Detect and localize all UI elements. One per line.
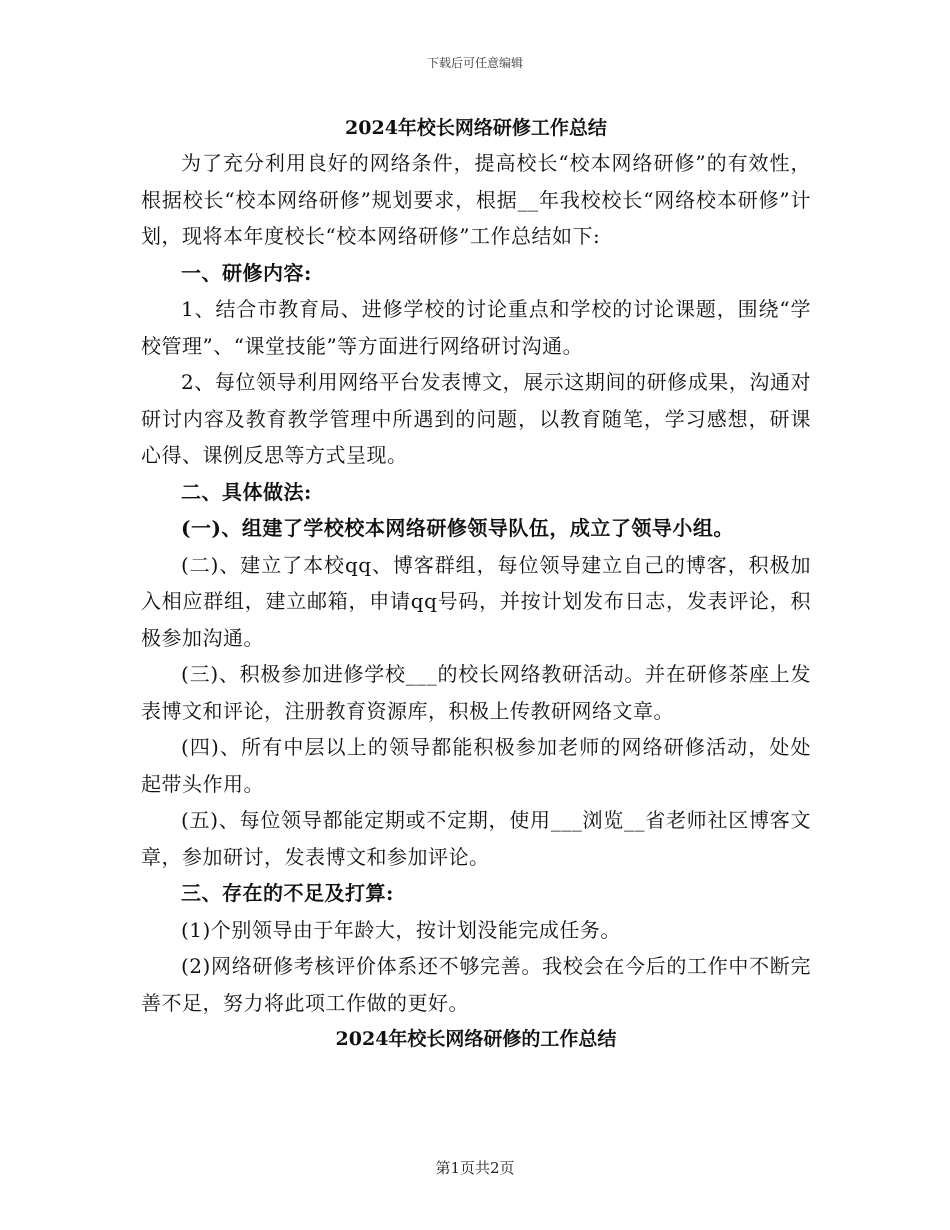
second-document-title: 2024年校长网络研修的工作总结 [335, 1028, 617, 1050]
content-item-1: 1、结合市教育局、进修学校的讨论重点和学校的讨论课题，围绕“学校管理”、“课堂技能”等方面进行网络研讨沟通。 [141, 297, 811, 358]
method-item-3: (三)、积极参加进修学校___的校长网络教研活动。并在研修茶座上发表博文和评论，注册教育资源库，积极上传教研网络文章。 [141, 662, 811, 723]
header-note: 下载后可任意编辑 [426, 56, 523, 70]
intro-paragraph: 为了充分利用良好的网络条件，提高校长“校本网络研修”的有效性，根据校长“校本网络研修”规划要求，根据__年我校校长“网络校本研修”计划，现将本年度校长“校本网络研修”工作总结如下: [141, 151, 811, 248]
page-number: 第1页共2页 [435, 1159, 515, 1177]
section-heading-methods: 二、具体做法: [181, 479, 312, 504]
method-item-2: (二)、建立了本校qq、博客群组，每位领导建立自己的博客，积极加入相应群组，建立邮箱，申请qq号码，并按计划发布日志，发表评论，积极参加沟通。 [141, 552, 811, 650]
shortcoming-item-2: (2)网络研修考核评价体系还不够完善。我校会在今后的工作中不断完善不足，努力将此项工作做的更好。 [141, 954, 811, 1015]
document-body [141, 111, 811, 1057]
section-heading-content: 一、研修内容: [181, 260, 312, 285]
shortcoming-item-1: (1)个别领导由于年龄大，按计划没能完成任务。 [181, 917, 621, 942]
document-title: 2024年校长网络研修工作总结 [345, 117, 607, 139]
method-item-4: (四)、所有中层以上的领导都能积极参加老师的网络研修活动，处处起带头作用。 [141, 735, 811, 796]
method-item-1: (一)、组建了学校校本网络研修领导队伍，成立了领导小组。 [181, 516, 734, 540]
section-heading-shortcomings: 三、存在的不足及打算: [181, 881, 394, 905]
method-item-5: (五)、每位领导都能定期或不定期，使用___浏览__省老师社区博客文章，参加研讨，发表博文和参加评论。 [141, 808, 811, 869]
content-item-2: 2、每位领导利用网络平台发表博文，展示这期间的研修成果，沟通对研讨内容及教育教学管理中所遇到的问题，以教育随笔，学习感想，研课心得、课例反思等方式呈现。 [141, 370, 811, 467]
